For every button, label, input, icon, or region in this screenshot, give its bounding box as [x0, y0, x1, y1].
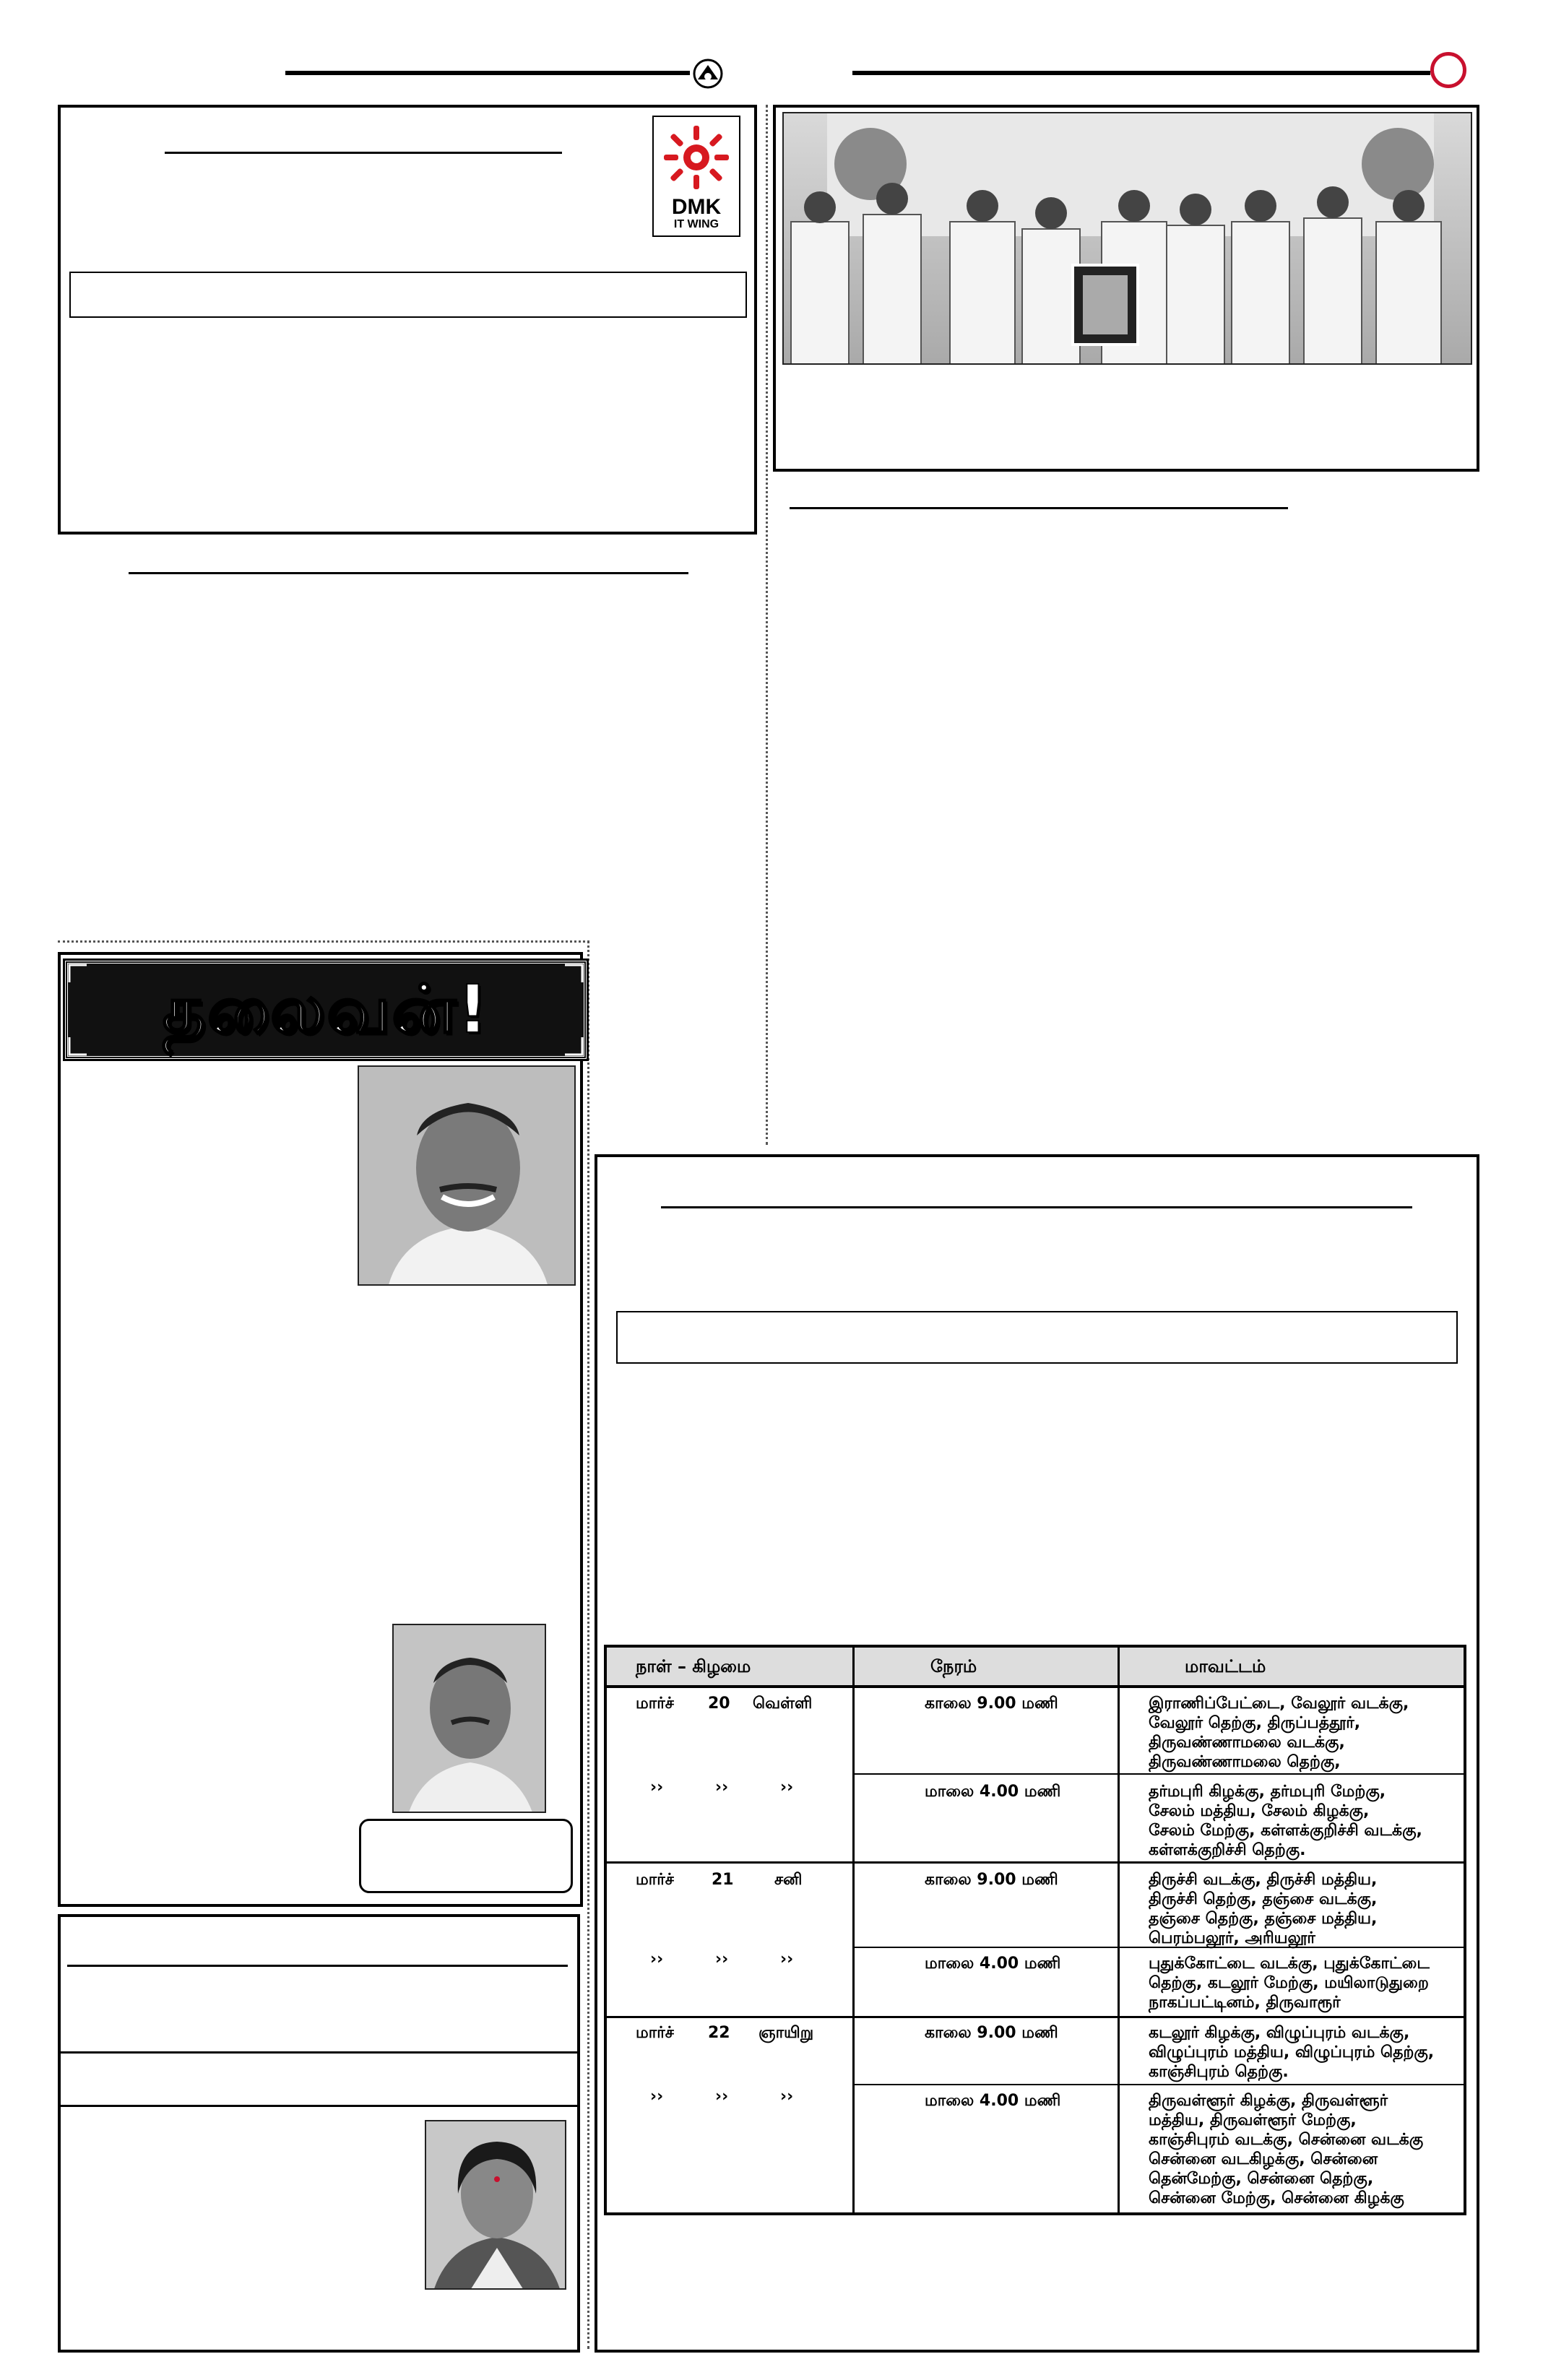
row-districts [1149, 2091, 1423, 2208]
header-rule-right [852, 71, 1430, 75]
district-line: மத்திய, திருவள்ளூர் மேற்கு, [1149, 2111, 1357, 2129]
schedule-title-rule [661, 1206, 1412, 1208]
row-date: 21 [712, 1871, 734, 1889]
row-weekday: ›› [780, 2087, 794, 2106]
row-date: ›› [715, 1778, 729, 1796]
row-districts [1149, 1782, 1422, 1860]
district-line: திருவள்ளூர் கிழக்கு, திருவள்ளூர் [1149, 2092, 1388, 2110]
district-line: காஞ்சிபுரம் தெற்கு. [1149, 2063, 1289, 2081]
district-line: விழுப்புரம் மத்திய, விழுப்புரம் தெற்கு, [1149, 2043, 1435, 2061]
row-weekday: ஞாயிறு [758, 2024, 814, 2042]
dmk-rising-sun-icon [654, 120, 739, 192]
dmk-logo-subtext: IT WING [673, 218, 719, 230]
row-weekday: ›› [780, 1950, 794, 1968]
header-rule-left [285, 71, 690, 75]
row-day: ›› [650, 2087, 664, 2106]
row-weekday: வெள்ளி [753, 1695, 813, 1713]
article-title-rule [165, 152, 562, 154]
district-line: சேலம் மத்திய, சேலம் கிழக்கு, [1149, 1802, 1370, 1820]
row-date: 22 [708, 2024, 730, 2042]
section-title-rule-right [790, 507, 1288, 509]
thalaivan-banner [65, 961, 587, 1059]
district-line: சென்னை வடகிழக்கு, சென்னை [1149, 2150, 1378, 2168]
schedule-table [604, 1645, 1466, 2215]
row-time: காலை 9.00 மணி [925, 1695, 1058, 1713]
row-time: காலை 9.00 மணி [925, 1871, 1058, 1889]
row-date: ›› [715, 2087, 729, 2106]
row-weekday: சனி [774, 1871, 803, 1889]
dmk-it-wing-logo [652, 116, 740, 237]
district-line: திருவண்ணாமலை தெற்கு, [1149, 1753, 1341, 1771]
woman-portrait-photo [425, 2120, 566, 2290]
district-line: நாகப்பட்டினம், திருவாரூர் [1149, 1994, 1341, 2012]
district-line: கள்ளக்குறிச்சி தெற்கு. [1149, 1841, 1306, 1859]
header-time: நேரம் [930, 1656, 977, 1676]
row-time: காலை 9.00 மணி [925, 2024, 1058, 2042]
bottom-left-title-rule [67, 1965, 568, 1967]
row-day: மார்ச் [636, 1695, 674, 1713]
district-line: தர்மபுரி கிழக்கு, தர்மபுரி மேற்கு, [1149, 1783, 1386, 1801]
column-separator-lower [587, 940, 589, 2349]
article-highlight-box [69, 272, 747, 318]
thalaivan-title: தலைவன்! [162, 971, 490, 1048]
schedule-highlight-box [616, 1311, 1458, 1364]
row-day: மார்ச் [636, 1871, 674, 1889]
box-separator-dotted [58, 940, 585, 943]
sub-divider-1 [852, 1773, 1464, 1775]
row-weekday: ›› [780, 1778, 794, 1796]
row-districts [1149, 2023, 1434, 2082]
district-line: தென்மேற்கு, சென்னை தெற்கு, [1149, 2170, 1374, 2188]
row-day: ›› [650, 1950, 664, 1968]
row-districts [1149, 1954, 1430, 2012]
district-line: சென்னை மேற்கு, சென்னை கிழக்கு [1149, 2189, 1404, 2207]
row-day: மார்ச் [636, 2024, 674, 2042]
district-line: காஞ்சிபுரம் வடக்கு, சென்னை வடக்கு [1149, 2131, 1424, 2149]
row-day: ›› [650, 1778, 664, 1796]
secondary-portrait-photo [392, 1624, 546, 1813]
district-line: கடலூர் கிழக்கு, விழுப்புரம் வடக்கு, [1149, 2024, 1410, 2042]
column-separator-upper [766, 105, 768, 1145]
group-divider-2 [607, 2016, 1464, 2018]
dmk-logo-text: DMK [671, 195, 722, 219]
district-line: திருச்சி தெற்கு, தஞ்சை வடக்கு, [1149, 1890, 1378, 1908]
row-time: மாலை 4.00 மணி [925, 1783, 1061, 1801]
district-line: சேலம் மேற்கு, கள்ளக்குறிச்சி வடக்கு, [1149, 1822, 1422, 1840]
bottom-left-divider-1 [61, 2051, 577, 2054]
district-line: பெரம்பலூர், அரியலூர் [1149, 1929, 1315, 1947]
row-time: மாலை 4.00 மணி [925, 2092, 1061, 2110]
district-line: திருச்சி வடக்கு, திருச்சி மத்திய, [1149, 1871, 1378, 1889]
sub-divider-3 [852, 2084, 1464, 2085]
row-districts [1149, 1694, 1409, 1772]
felicitation-event-photo [782, 112, 1472, 365]
caption-box [359, 1819, 573, 1893]
sun-emblem-icon [692, 58, 724, 90]
header-district: மாவட்டம் [1185, 1656, 1266, 1676]
row-time: மாலை 4.00 மணி [925, 1955, 1061, 1973]
header-day: நாள் – கிழமை [636, 1656, 751, 1676]
page-number-badge [1430, 52, 1466, 88]
col-divider-1 [852, 1648, 855, 2212]
group-divider-1 [607, 1861, 1464, 1864]
col-divider-2 [1118, 1648, 1120, 2212]
district-line: தஞ்சை தெற்கு, தஞ்சை மத்திய, [1149, 1910, 1378, 1928]
district-line: திருவண்ணாமலை வடக்கு, [1149, 1734, 1345, 1752]
district-line: தெற்கு, கடலூர் மேற்கு, மயிலாடுதுறை [1149, 1974, 1429, 1992]
bottom-left-divider-2 [61, 2105, 577, 2107]
section-title-rule-left [129, 572, 688, 574]
row-districts [1149, 1870, 1377, 1948]
row-date: 20 [708, 1695, 730, 1713]
row-date: ›› [715, 1950, 729, 1968]
district-line: புதுக்கோட்டை வடக்கு, புதுக்கோட்டை [1149, 1955, 1430, 1973]
district-line: வேலூர் தெற்கு, திருப்பத்தூர், [1149, 1714, 1361, 1732]
leader-portrait-photo [358, 1065, 576, 1286]
district-line: இராணிப்பேட்டை, வேலூர் வடக்கு, [1149, 1695, 1409, 1713]
